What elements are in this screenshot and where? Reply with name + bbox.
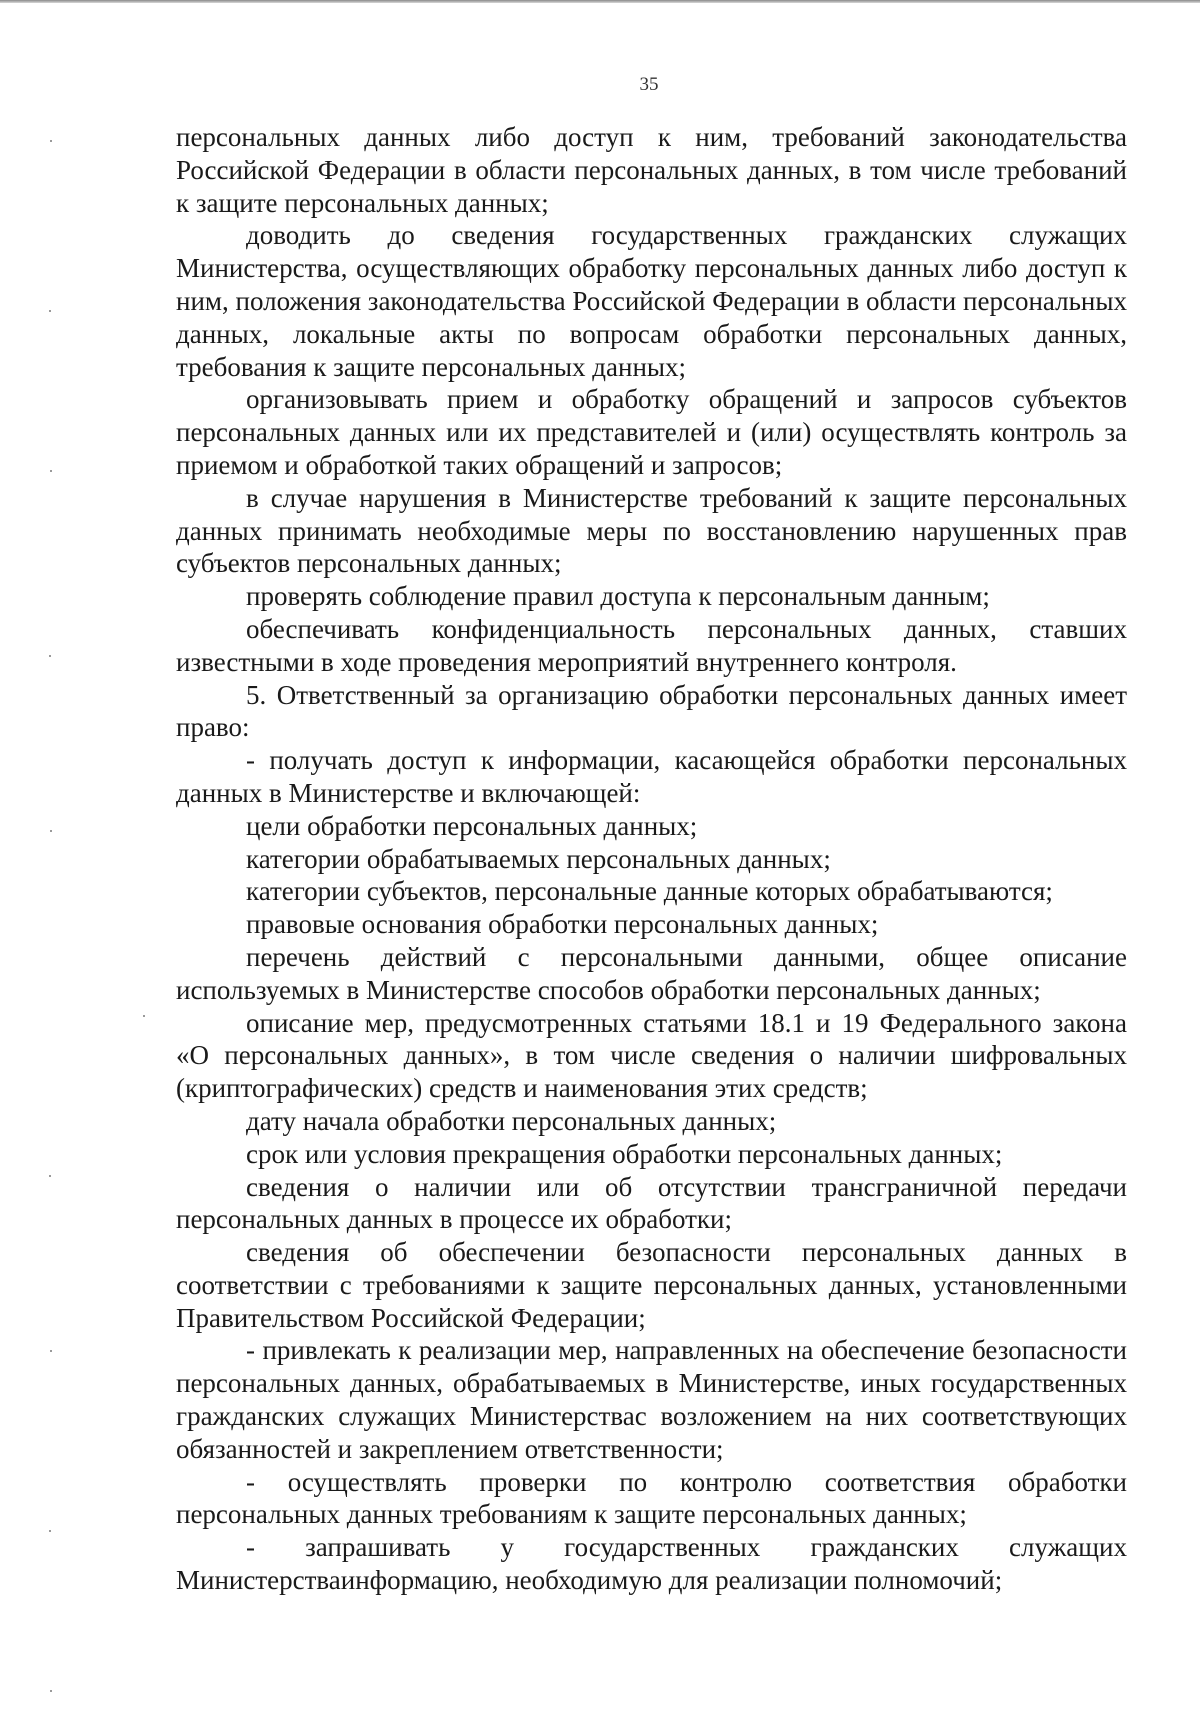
paragraph: перечень действий с персональными данными, общее описание используемых в Министерстве способов обработки персональных данных;: [176, 941, 1127, 1005]
paragraph: цели обработки персональных данных;: [246, 810, 698, 841]
paragraph: персональных данных либо доступ к ним, требований законодательства Российской Федерации в области персональных данных, в том числе требований к защите персональных данных;: [176, 122, 1127, 218]
paragraph: - привлекать к реализации мер, направленных на обеспечение безопасности персональных данных, обрабатываемых в Министерстве, иных государственных гражданских служащих Министерствас возложением на них соответствующих обязанностей и закреплением ответственности;: [176, 1335, 1127, 1464]
paragraph: 5. Ответственный за организацию обработки персональных данных имеет право:: [176, 679, 1127, 743]
paragraph: проверять соблюдение правил доступа к персональным данным;: [246, 581, 990, 612]
scan-speck: [50, 830, 52, 832]
paragraph: описание мер, предусмотренных статьями 18.1 и 19 Федерального закона «О персональных данных», в том числе сведения о наличии шифровальных (криптографических) средств и наименования этих средств;: [176, 1007, 1127, 1104]
paragraph: обеспечивать конфиденциальность персональных данных, ставших известными в ходе проведения мероприятий внутреннего контроля.: [176, 613, 1127, 677]
paragraph: - запрашивать у государственных гражданских служащих Министерстваинформацию, необходимую для реализации полномочий;: [176, 1532, 1127, 1596]
paragraph: срок или условия прекращения обработки персональных данных;: [246, 1138, 1003, 1169]
paragraph: - получать доступ к информации, касающейся обработки персональных данных в Министерстве и включающей:: [176, 745, 1127, 808]
scan-speck: [50, 470, 52, 472]
paragraph: правовые основания обработки персональных данных;: [246, 909, 879, 940]
paragraph: в случае нарушения в Министерстве требований к защите персональных данных принимать необходимые меры по восстановлению нарушенных прав субъектов персональных данных;: [176, 482, 1127, 579]
scan-speck: [143, 1015, 145, 1017]
paragraph: категории обрабатываемых персональных данных;: [246, 843, 831, 874]
paragraph: - осуществлять проверки по контролю соответствия обработки персональных данных требованиям к защите персональных данных;: [176, 1466, 1127, 1530]
paragraph: категории субъектов, персональные данные которых обрабатываются;: [246, 876, 1053, 907]
paragraph: сведения об обеспечении безопасности персональных данных в соответствии с требованиями к защите персональных данных, установленными Правительством Российской Федерации;: [176, 1237, 1127, 1333]
paragraph: организовывать прием и обработку обращений и запросов субъектов персональных данных или их представителей и (или) осуществлять контроль за приемом и обработкой таких обращений и запросов;: [176, 384, 1127, 480]
scan-speck: [50, 140, 52, 142]
scan-speck: [49, 655, 51, 657]
scan-speck: [49, 310, 51, 312]
scan-speck: [50, 1690, 52, 1692]
paragraph: сведения о наличии или об отсутствии трансграничной передачи персональных данных в процессе их обработки;: [176, 1171, 1127, 1235]
paragraph: дату начала обработки персональных данных;: [246, 1105, 777, 1136]
body-text: [176, 121, 1127, 1597]
paragraph: доводить до сведения государственных гражданских служащих Министерства, осуществляющих обработку персональных данных либо доступ к ним, положения законодательства Российской Федерации в области персональных данных, локальные акты по вопросам обработки персональных данных, требования к защите персональных данных;: [176, 220, 1127, 382]
scan-speck: [49, 1175, 51, 1177]
scan-speck: [50, 1350, 52, 1352]
page-number: 35: [639, 74, 659, 95]
scan-speck: [49, 1530, 51, 1532]
